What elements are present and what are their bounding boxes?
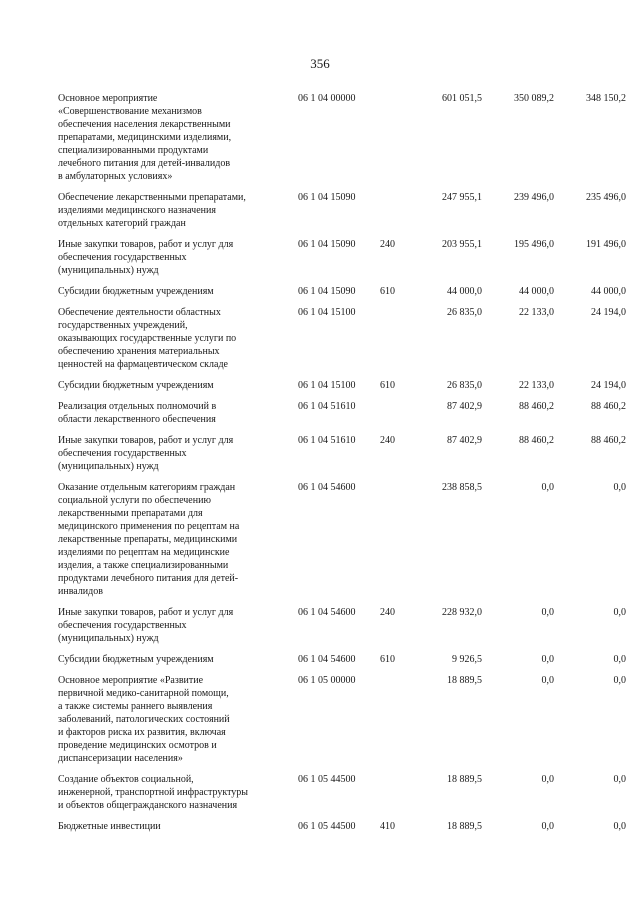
row-code: 06 1 05 44500 (298, 774, 356, 785)
row-name (58, 285, 298, 306)
row-code: 06 1 04 00000 (298, 93, 356, 104)
row-code: 06 1 04 51610 (298, 401, 356, 412)
row-value-year-3: 0,0 (613, 675, 626, 686)
row-name (58, 306, 298, 379)
table-row (58, 238, 626, 285)
row-value-year-3: 348 150,2 (586, 93, 626, 104)
row-code: 06 1 05 44500 (298, 821, 356, 832)
row-name-text: Иные закупки товаров, работ и услуг для обеспечения государственных (муниципальных) нужд (58, 435, 234, 472)
budget-table (58, 92, 626, 841)
row-code: 06 1 04 15100 (298, 307, 356, 318)
row-value-year-3: 0,0 (613, 774, 626, 785)
row-value-year-1: 203 955,1 (442, 239, 482, 250)
row-value-year-3: 0,0 (613, 607, 626, 618)
row-name-text: Обеспечение деятельности областных государственных учреждений, оказывающих государственные услуги по обеспечению хранения материальных ценностей на фармацевтическом складе (58, 307, 237, 370)
row-value-year-2: 88 460,2 (519, 435, 554, 446)
row-expense-type: 610 (380, 286, 395, 297)
row-name-text: Обеспечение лекарственными препаратами, изделиями медицинского назначения отдельных категорий граждан (58, 192, 246, 229)
row-name (58, 238, 298, 285)
row-code: 06 1 04 15090 (298, 192, 356, 203)
row-code: 06 1 04 51610 (298, 435, 356, 446)
row-name (58, 820, 298, 841)
row-value-year-2: 350 089,2 (514, 93, 554, 104)
row-expense-type: 610 (380, 380, 395, 391)
row-name-text: Субсидии бюджетным учреждениям (58, 286, 214, 297)
row-value-year-3: 0,0 (613, 654, 626, 665)
row-name (58, 606, 298, 653)
row-value-year-3: 235 496,0 (586, 192, 626, 203)
row-expense-type (380, 481, 410, 606)
row-value-year-2: 239 496,0 (514, 192, 554, 203)
row-value-year-3: 0,0 (613, 482, 626, 493)
row-value-year-3: 44 000,0 (591, 286, 626, 297)
row-expense-type (380, 191, 410, 238)
row-name (58, 400, 298, 434)
table-row (58, 773, 626, 820)
row-value-year-1: 18 889,5 (447, 675, 482, 686)
row-code: 06 1 05 00000 (298, 675, 356, 686)
row-value-year-3: 191 496,0 (586, 239, 626, 250)
row-code: 06 1 04 15100 (298, 380, 356, 391)
row-expense-type (380, 400, 410, 434)
row-value-year-1: 238 858,5 (442, 482, 482, 493)
row-expense-type (380, 306, 410, 379)
row-value-year-1: 26 835,0 (447, 307, 482, 318)
row-name (58, 434, 298, 481)
row-value-year-3: 0,0 (613, 821, 626, 832)
row-code: 06 1 04 54600 (298, 607, 356, 618)
row-name-text: Субсидии бюджетным учреждениям (58, 380, 214, 391)
row-value-year-1: 18 889,5 (447, 821, 482, 832)
row-value-year-3: 24 194,0 (591, 380, 626, 391)
row-value-year-2: 0,0 (541, 482, 554, 493)
row-name-text: Иные закупки товаров, работ и услуг для обеспечения государственных (муниципальных) нужд (58, 607, 234, 644)
row-name-text: Основное мероприятие «Развитие первичной медико-санитарной помощи, а также системы раннего выявления заболеваний, патологических состояний и факторов риска их развития, включая проведение медицинских осмотров и диспансеризации населения» (58, 675, 230, 764)
row-name (58, 674, 298, 773)
table-row (58, 481, 626, 606)
row-value-year-2: 22 133,0 (519, 380, 554, 391)
table-row (58, 400, 626, 434)
row-value-year-3: 24 194,0 (591, 307, 626, 318)
row-name (58, 773, 298, 820)
row-name-text: Создание объектов социальной, инженерной, транспортной инфраструктуры и объектов общегражданского назначения (58, 774, 249, 811)
row-code: 06 1 04 54600 (298, 482, 356, 493)
row-value-year-2: 195 496,0 (514, 239, 554, 250)
row-name-text: Реализация отдельных полномочий в области лекарственного обеспечения (58, 401, 217, 425)
page-number: 356 (310, 56, 330, 71)
table-row (58, 820, 626, 841)
row-name (58, 653, 298, 674)
table-row (58, 653, 626, 674)
row-value-year-1: 87 402,9 (447, 401, 482, 412)
row-name (58, 191, 298, 238)
row-expense-type: 610 (380, 654, 395, 665)
row-name-text: Основное мероприятие «Совершенствование механизмов обеспечения населения лекарственными препаратами, медицинскими изделиями, специализированными продуктами лечебного питания для детей-инвалидов в амбулаторных условиях» (58, 93, 232, 182)
row-name-text: Бюджетные инвестиции (58, 821, 161, 832)
table-row (58, 191, 626, 238)
row-value-year-1: 9 926,5 (452, 654, 482, 665)
row-value-year-2: 0,0 (541, 654, 554, 665)
table-body (58, 92, 626, 841)
table-row (58, 285, 626, 306)
row-code: 06 1 04 15090 (298, 239, 356, 250)
row-expense-type (380, 674, 410, 773)
row-expense-type: 240 (380, 239, 395, 250)
row-code: 06 1 04 15090 (298, 286, 356, 297)
table-row (58, 606, 626, 653)
row-value-year-1: 228 932,0 (442, 607, 482, 618)
row-expense-type: 410 (380, 821, 395, 832)
row-expense-type (380, 773, 410, 820)
row-name-text: Оказание отдельным категориям граждан социальной услуги по обеспечению лекарственными препаратами для медицинского применения по рецептам на лекарственные препараты, медицинскими изделиями по рецептам на медицинские изделия, а также специализированными продуктами лечебного питания для детей- инвалидов (58, 482, 240, 597)
row-value-year-1: 247 955,1 (442, 192, 482, 203)
row-value-year-2: 0,0 (541, 774, 554, 785)
table-row (58, 434, 626, 481)
row-expense-type: 240 (380, 435, 395, 446)
row-value-year-1: 26 835,0 (447, 380, 482, 391)
table-row (58, 306, 626, 379)
row-value-year-1: 18 889,5 (447, 774, 482, 785)
row-name (58, 92, 298, 191)
row-value-year-2: 0,0 (541, 607, 554, 618)
row-code: 06 1 04 54600 (298, 654, 356, 665)
row-value-year-2: 0,0 (541, 675, 554, 686)
row-value-year-3: 88 460,2 (591, 401, 626, 412)
row-value-year-2: 44 000,0 (519, 286, 554, 297)
row-value-year-3: 88 460,2 (591, 435, 626, 446)
row-value-year-1: 601 051,5 (442, 93, 482, 104)
row-name-text: Иные закупки товаров, работ и услуг для обеспечения государственных (муниципальных) нужд (58, 239, 234, 276)
table-row (58, 674, 626, 773)
row-name (58, 481, 298, 606)
row-value-year-1: 87 402,9 (447, 435, 482, 446)
table-row (58, 92, 626, 191)
row-value-year-1: 44 000,0 (447, 286, 482, 297)
row-expense-type: 240 (380, 607, 395, 618)
row-value-year-2: 0,0 (541, 821, 554, 832)
row-name-text: Субсидии бюджетным учреждениям (58, 654, 214, 665)
row-expense-type (380, 92, 410, 191)
table-row (58, 379, 626, 400)
row-value-year-2: 22 133,0 (519, 307, 554, 318)
row-name (58, 379, 298, 400)
row-value-year-2: 88 460,2 (519, 401, 554, 412)
